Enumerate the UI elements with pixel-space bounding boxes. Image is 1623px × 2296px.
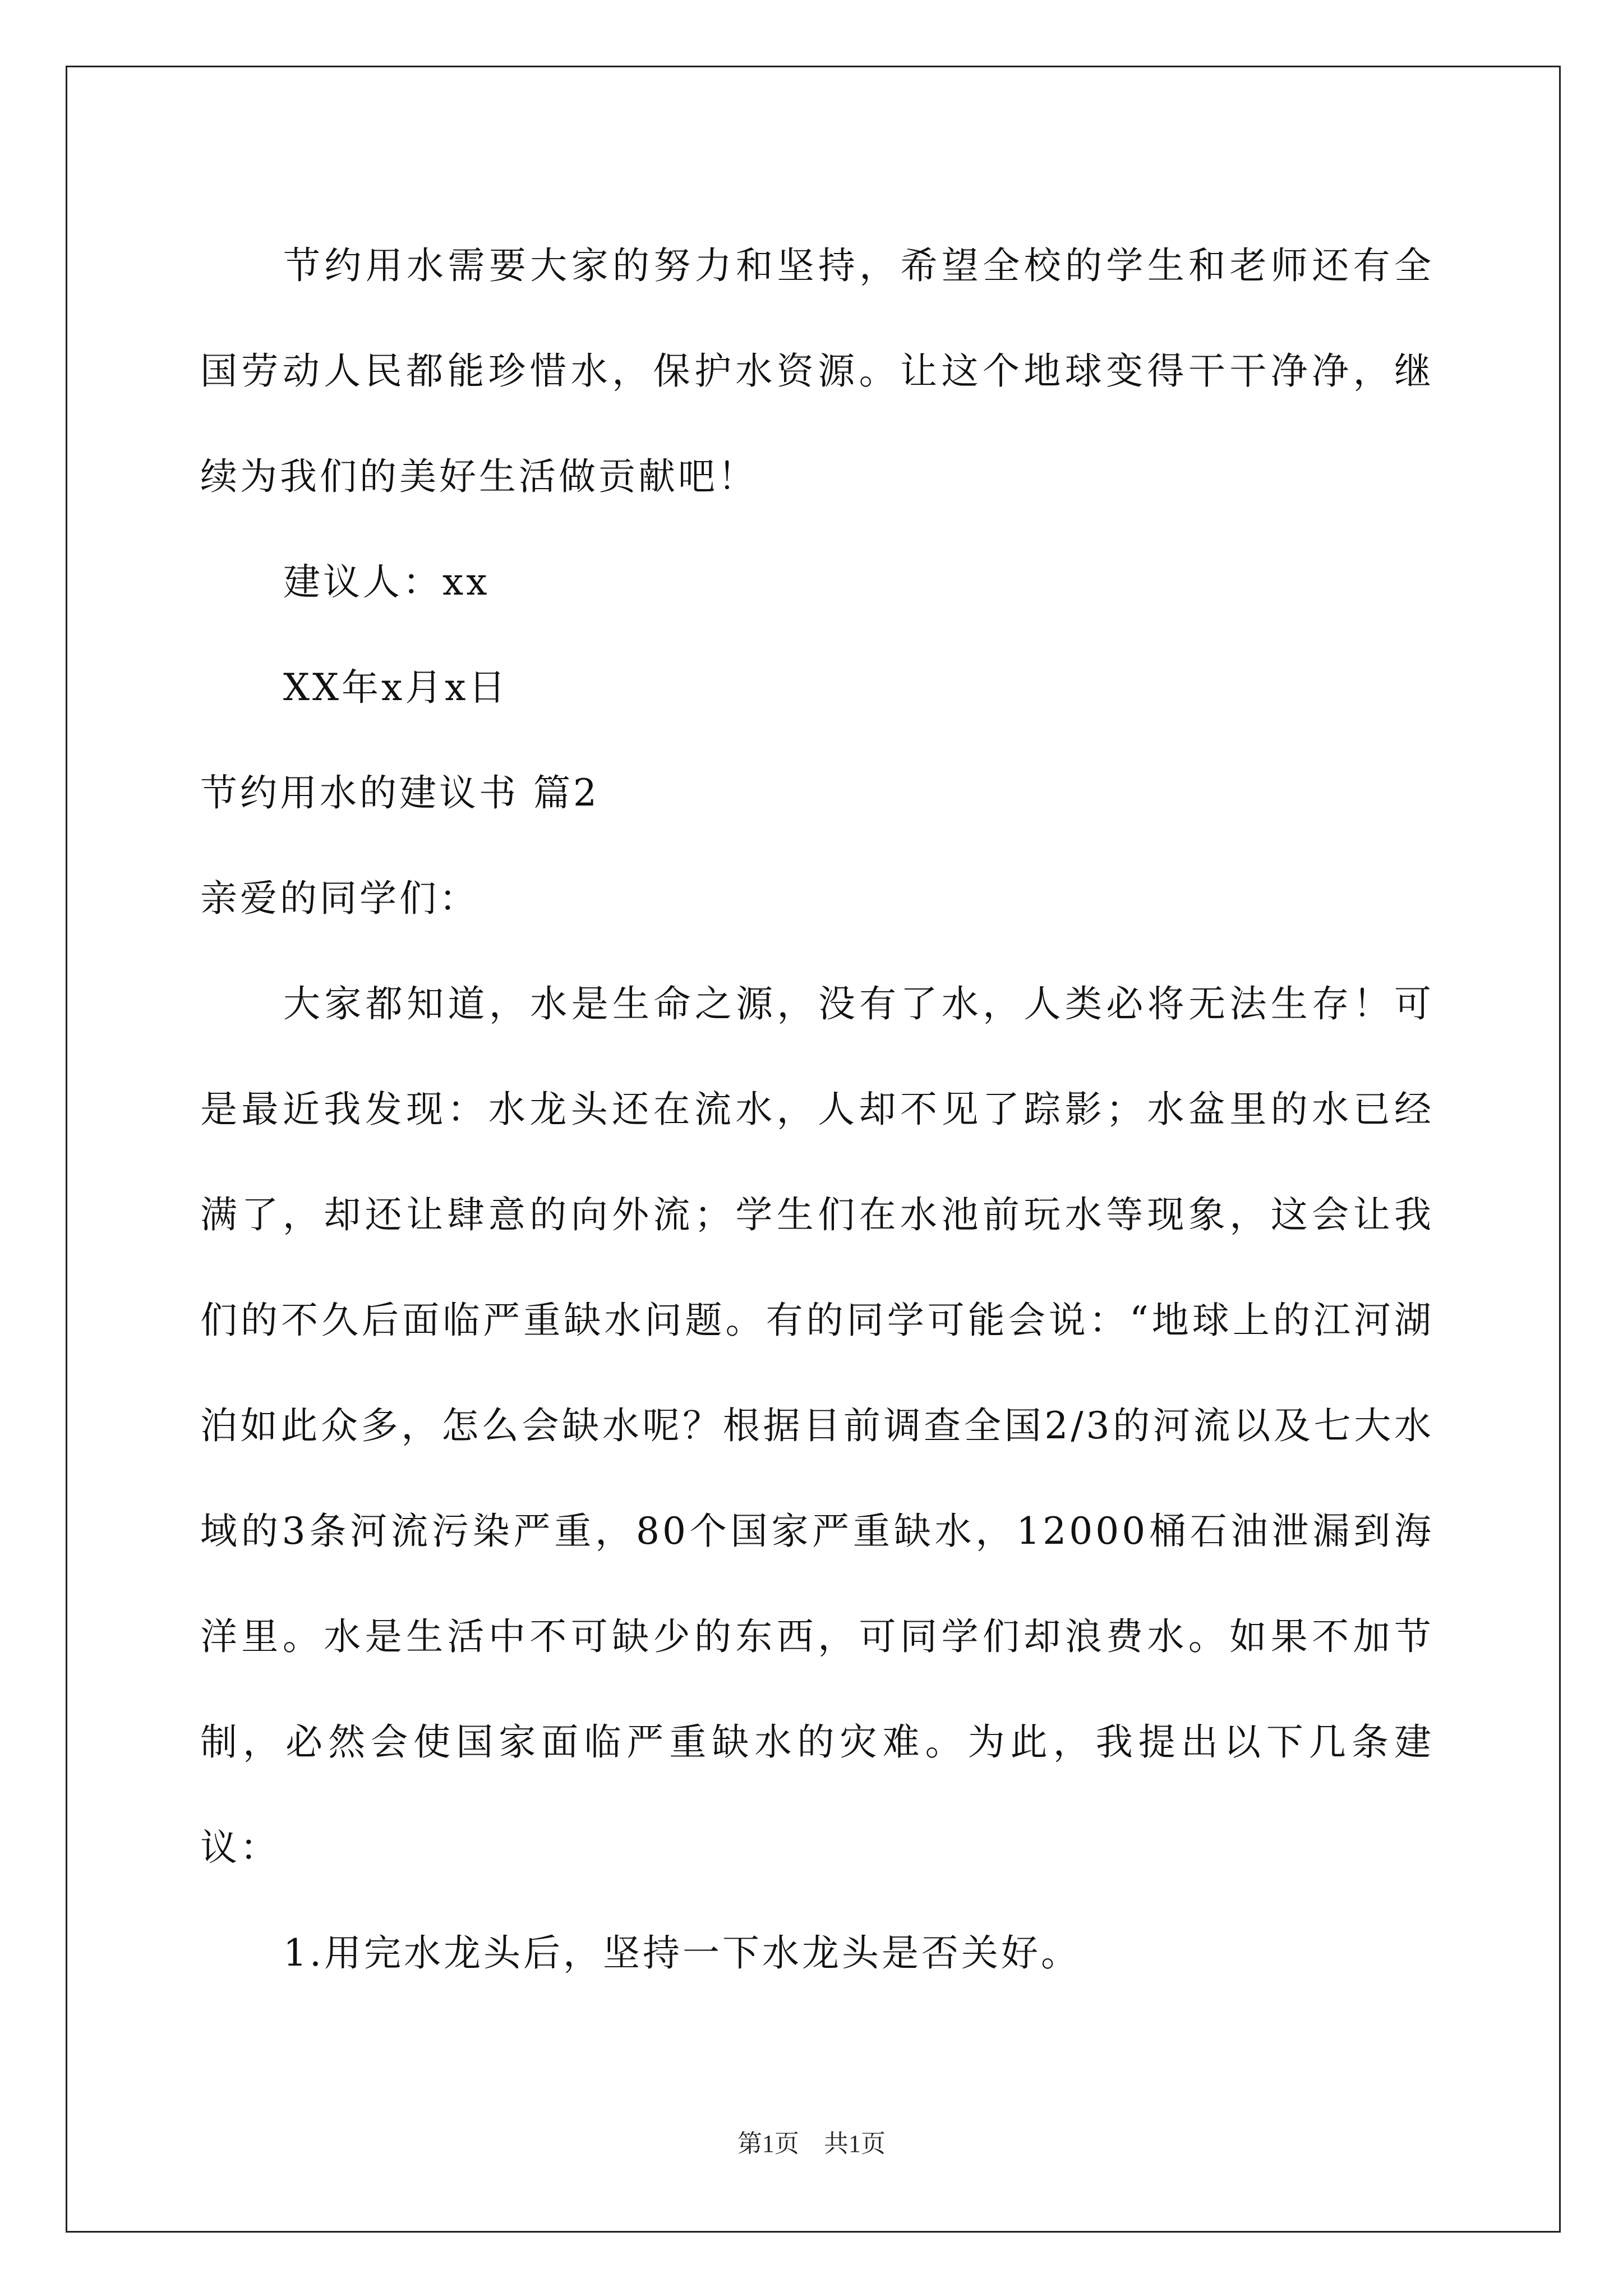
paragraph-body: 大家都知道，水是生命之源，没有了水，人类必将无法生存！可是最近我发现：水龙头还在流水，人却不见了踪影；水盆里的水已经满了，却还让肆意的向外流；学生们在水池前玩水等现象，这会让我们的不久后面临严重缺水问题。有的同学可能会说：“地球上的江河湖泊如此众多，怎么会缺水呢？根据目前调查全国2/3的河流以及七大水域的3条河流污染严重，80个国家严重缺水，12000桶石油泄漏到海洋里。水是生活中不可缺少的东西，可同学们却浪费水。如果不加节制，必然会使国家面临严重缺水的灾难。为此，我提出以下几条建议： <box>200 982 1434 1869</box>
paragraph-salutation: 亲爱的同学们： <box>200 877 479 920</box>
paragraph-signer: 建议人：xx <box>283 560 490 604</box>
paragraph-date: XX年x月x日 <box>283 666 509 709</box>
section-heading: 节约用水的建议书 篇2 <box>200 771 600 815</box>
paragraph-closing-appeal: 节约用水需要大家的努力和坚持，希望全校的学生和老师还有全国劳动人民都能珍惜水，保护水资源。让这个地球变得干干净净，继续为我们的美好生活做贡献吧！ <box>200 244 1434 498</box>
document-body <box>200 213 1434 2006</box>
paragraph-suggestion-1: 1.用完水龙头后，坚持一下水龙头是否关好。 <box>283 1931 1081 1975</box>
page-number-footer: 第1页 共1页 <box>737 2130 886 2157</box>
